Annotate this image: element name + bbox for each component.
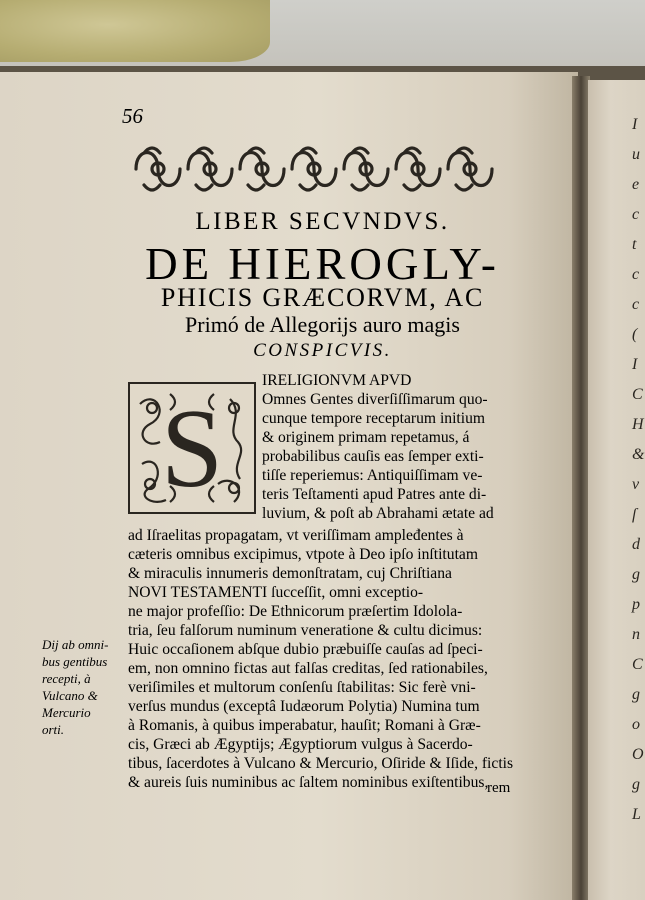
next-page-letter: e <box>632 176 640 193</box>
foam-sponge <box>0 0 270 62</box>
chapter-title-line-4: CONSPICVIS. <box>253 340 392 361</box>
body-line: probabilibus cauſis eas ſemper exti- <box>262 448 484 465</box>
next-page-letter: p <box>632 596 640 613</box>
body-line: & originem primam repetamus, á <box>262 429 470 446</box>
next-page-letter: ( <box>632 326 638 343</box>
decorative-headpiece <box>132 139 500 199</box>
next-page-letter: c <box>632 296 640 313</box>
chapter-title-line-1: DE HIEROGLY- <box>145 239 500 289</box>
margin-note-line: Vulcano & <box>42 688 98 703</box>
body-line: verſus mundus (exceptâ Iudæorum Polytia) Numina tum <box>128 698 480 715</box>
body-line: veriſimiles et multorum conſenſu ſtabilitas: Sic ferè vni- <box>128 679 476 696</box>
body-line: ad Iſraelitas propagatam, vt veriſſimam ampleđentes à <box>128 527 464 544</box>
body-line: em, non omnino fictas aut falſas creditas, ſed rationabiles, <box>128 660 488 677</box>
body-line: & miraculis innumeris demonſtratam, cuj Chriſtiana <box>128 565 452 582</box>
next-page-letter: O <box>632 746 644 763</box>
next-page-letter: L <box>632 806 641 823</box>
body-line: à Romanis, à quibus imperabatur, hauſit; Romani à Græ- <box>128 717 481 734</box>
next-page-letter: u <box>632 146 640 163</box>
body-line: Huic occaſionem abſque dubio præbuiſſe cauſas ad ſpeci- <box>128 641 483 658</box>
chapter-title-line-2: PHICIS GRÆCORVM, AC <box>160 283 485 312</box>
body-line: tria, ſeu falſorum numinum veneratione & cultu dicimus: <box>128 622 483 639</box>
next-page-letter: I <box>632 116 638 133</box>
next-page-letter: ſ <box>632 506 637 523</box>
next-page-letter: o <box>632 716 640 733</box>
next-page-letter: I <box>632 356 638 373</box>
body-line: tiſſe reperiemus: Antiquiſſimam ve- <box>262 467 483 484</box>
next-page-letter: c <box>632 266 640 283</box>
body-line: cis, Græci ab Ægyptijs; Ægyptiorum vulgus à Sacerdo- <box>128 736 473 753</box>
next-page-letter: g <box>632 566 640 583</box>
body-line: ne major profeſſio: De Ethnicorum præſertim Idolola- <box>128 603 463 620</box>
chapter-title-line-3: Primó de Allegorijs auro magis <box>185 312 460 337</box>
next-page-letter: H <box>632 416 644 433</box>
margin-note-line: bus gentibus <box>42 654 108 669</box>
body-line: cæteris omnibus excipimus, vtpote à Deo ipſo inſtitutam <box>128 546 478 563</box>
next-page-letter: C <box>632 386 643 403</box>
margin-note-line: Mercurio <box>42 705 91 720</box>
next-page-letter: & <box>632 446 645 463</box>
next-page-letter: v <box>632 476 640 493</box>
margin-note <box>42 636 128 738</box>
body-line: luvium, & poſt ab Abrahami ætate ad <box>262 505 494 522</box>
margin-note-line: recepti, à <box>42 671 91 686</box>
dropcap-letter: S <box>160 387 224 511</box>
next-page-letter: n <box>632 626 640 643</box>
body-line: NOVI TESTAMENTI ſucceſſit, omni exceptio- <box>128 584 424 601</box>
body-line: teris Teſtamenti apud Patres ante di- <box>262 486 487 503</box>
vine-scroll-icon <box>130 384 254 512</box>
next-page-letter: t <box>632 236 637 253</box>
body-line: IRELIGIONVM APVD <box>262 372 412 389</box>
book-heading-liber <box>0 208 645 236</box>
margin-note-line: Dij ab omni- <box>42 637 109 652</box>
margin-note-line: orti. <box>42 722 65 737</box>
next-page-letter: C <box>632 656 643 673</box>
catchword: rem <box>487 780 511 796</box>
body-line: cunque tempore receptarum initium <box>262 410 485 427</box>
next-page-letter: g <box>632 686 640 703</box>
body-line: & aureis ſuis numinibus ac ſaltem nominibus exiſtentibus, <box>128 774 489 791</box>
next-page-letter: d <box>632 536 640 553</box>
next-page-letter: g <box>632 776 640 793</box>
book-page-right-edge <box>588 80 645 900</box>
decorated-initial <box>128 382 256 514</box>
liber-title: LIBER SECVNDVS. <box>195 208 450 235</box>
body-line: Omnes Gentes diverſiſſimarum quo- <box>262 391 488 408</box>
body-line: tibus, ſacerdotes à Vulcano & Mercurio, Oſiride & Iſide, fictis <box>128 755 514 772</box>
next-page-letter: c <box>632 206 640 223</box>
page-number: 56 <box>122 104 143 128</box>
